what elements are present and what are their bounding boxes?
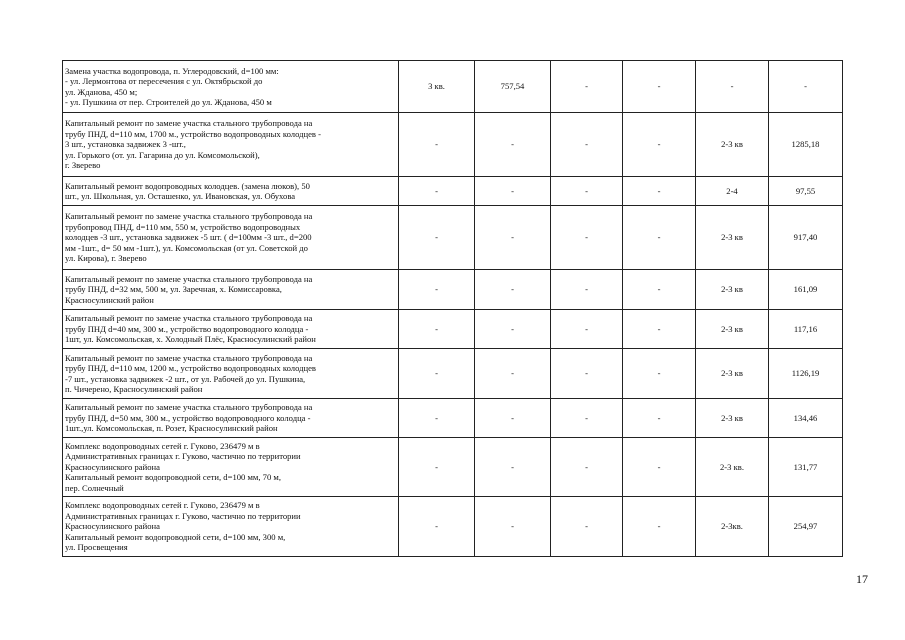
value-cell: 2-3кв. [696,497,769,557]
value-cell: - [551,399,623,438]
value-cell: 2-3 кв [696,310,769,349]
value-cell: - [623,310,696,349]
work-description-cell [63,270,399,310]
description-line: Административных границах г. Гуково, частично по территории [65,510,301,521]
description-line: Капитальный ремонт по замене участка стального трубопровода на [65,313,313,324]
value-cell: 2-3 кв [696,399,769,438]
description-line: Красносулинского района [65,461,160,472]
value-cell: - [399,113,475,177]
description-line: ул. Жданова, 450 м; [65,86,138,97]
value-cell: - [623,206,696,270]
description-line: Капитальный ремонт водопроводной сети, d=100 мм, 300 м, [65,531,286,542]
work-description-cell [63,206,399,270]
value-cell: - [696,61,769,113]
description-line: ул. Кирова), г. Зверево [65,253,147,264]
value-cell: - [399,270,475,310]
description-line: пер. Солнечный [65,482,124,493]
value-cell: - [475,310,551,349]
value-cell: - [475,399,551,438]
value-cell: - [475,113,551,177]
value-cell: 2-3 кв. [696,438,769,497]
description-line: Капитальный ремонт по замене участка стального трубопровода на [65,402,313,413]
value-cell: 1126,19 [769,349,843,399]
table-row [63,497,843,557]
description-line: Капитальный ремонт водопроводной сети, d=100 мм, 70 м, [65,472,281,483]
value-cell: - [399,438,475,497]
value-cell: - [623,349,696,399]
value-cell: 2-3 кв [696,206,769,270]
description-line: Комплекс водопроводных сетей г. Гуково, 236479 м в [65,440,260,451]
description-line: Красносулинский район [65,294,154,305]
work-description-cell [63,113,399,177]
description-line: трубопровод ПНД, d=110 мм, 550 м, устройство водопроводных [65,221,301,232]
work-description-cell [63,349,399,399]
table-row [63,206,843,270]
value-cell: - [551,349,623,399]
table-body [63,61,843,557]
work-description-cell [63,61,399,113]
description-line: - ул. Лермонтова от пересечения с ул. Октябрьской до [65,76,263,87]
description-line: мм -1шт., d= 50 мм -1шт.), ул. Комсомольская (от ул. Советской до [65,242,308,253]
value-cell: 254,97 [769,497,843,557]
value-cell: 757,54 [475,61,551,113]
value-cell: - [769,61,843,113]
value-cell: 2-3 кв [696,113,769,177]
value-cell: - [551,310,623,349]
value-cell: 1285,18 [769,113,843,177]
description-line: 3 шт., установка задвижек 3 -шт., [65,139,186,150]
description-line: колодцев -3 шт., установка задвижек -5 шт. ( d=100мм -3 шт., d=200 [65,232,312,243]
description-line: Комплекс водопроводных сетей г. Гуково, 236479 м в [65,500,260,511]
value-cell: - [623,113,696,177]
value-cell: - [623,399,696,438]
table-row [63,399,843,438]
work-description-cell [63,177,399,206]
works-table [62,60,843,557]
value-cell: - [475,270,551,310]
description-line: ул. Просвещения [65,542,128,553]
value-cell: 131,77 [769,438,843,497]
work-description-cell [63,438,399,497]
value-cell: - [623,61,696,113]
table-row [63,113,843,177]
value-cell: - [551,206,623,270]
value-cell: - [623,438,696,497]
description-line: г. Зверево [65,160,101,171]
value-cell: - [623,497,696,557]
description-line: Капитальный ремонт по замене участка стального трубопровода на [65,118,313,129]
description-line: трубу ПНД d=40 мм, 300 м., устройство водопроводного колодца - [65,323,309,334]
value-cell: - [551,177,623,206]
description-line: Красносулинского района [65,521,160,532]
value-cell: 117,16 [769,310,843,349]
description-line: трубу ПНД, d=110 мм, 1200 м., устройство водопроводных колодцев [65,363,316,374]
value-cell: 134,46 [769,399,843,438]
description-line: -7 шт., установка задвижек -2 шт., от ул. Рабочей до ул. Пушкина, [65,373,306,384]
value-cell: - [551,61,623,113]
table-row [63,177,843,206]
value-cell: - [551,497,623,557]
value-cell: - [475,177,551,206]
value-cell: - [475,206,551,270]
value-cell: - [475,438,551,497]
description-line: Административных границах г. Гуково, частично по территории [65,451,301,462]
value-cell: - [623,270,696,310]
value-cell: 917,40 [769,206,843,270]
value-cell: 97,55 [769,177,843,206]
description-line: п. Чичерено, Красносулинский район [65,383,203,394]
description-line: трубу ПНД, d=32 мм, 500 м, ул. Заречная, х. Комиссаровка, [65,284,282,295]
work-description-cell [63,399,399,438]
value-cell: - [399,206,475,270]
work-description-cell [63,310,399,349]
value-cell: 2-3 кв [696,349,769,399]
description-line: Замена участка водопровода, п. Углеродовский, d=100 мм: [65,65,279,76]
table-row [63,270,843,310]
description-line: Капитальный ремонт по замене участка стального трубопровода на [65,273,313,284]
description-line: Капитальный ремонт по замене участка стального трубопровода на [65,352,313,363]
description-line: трубу ПНД, d=110 мм, 1700 м., устройство водопроводных колодцев - [65,128,321,139]
value-cell: 161,09 [769,270,843,310]
value-cell: - [399,177,475,206]
description-line: - ул. Пушкина от пер. Строителей до ул. Жданова, 450 м [65,96,272,107]
table-row [63,61,843,113]
description-line: трубу ПНД, d=50 мм, 300 м., устройство водопроводного колодца - [65,412,311,423]
value-cell: 2-3 кв [696,270,769,310]
value-cell: 2-4 [696,177,769,206]
page-number: 17 [856,572,868,586]
value-cell: 3 кв. [399,61,475,113]
description-line: шт., ул. Школьная, ул. Осташенко, ул. Ивановская, ул. Обухова [65,191,296,201]
description-line: Капитальный ремонт по замене участка стального трубопровода на [65,211,313,222]
value-cell: - [399,349,475,399]
description-line: 1шт, ул. Комсомольская, х. Холодный Плёс, Красносулинский район [65,334,316,345]
table-row [63,438,843,497]
table-row [63,349,843,399]
value-cell: - [551,438,623,497]
value-cell: - [399,399,475,438]
value-cell: - [399,310,475,349]
description-line: 1шт.,ул. Комсомольская, п. Розет, Красносулинский район [65,423,278,434]
work-description-cell [63,497,399,557]
table-row [63,310,843,349]
description-line: ул. Горького (от. ул. Гагарина до ул. Комсомольской), [65,149,260,160]
value-cell: - [623,177,696,206]
value-cell: - [399,497,475,557]
value-cell: - [475,349,551,399]
value-cell: - [551,113,623,177]
description-line: Капитальный ремонт водопроводных колодцев. (замена люков), 50 [65,180,310,191]
value-cell: - [551,270,623,310]
value-cell: - [475,497,551,557]
